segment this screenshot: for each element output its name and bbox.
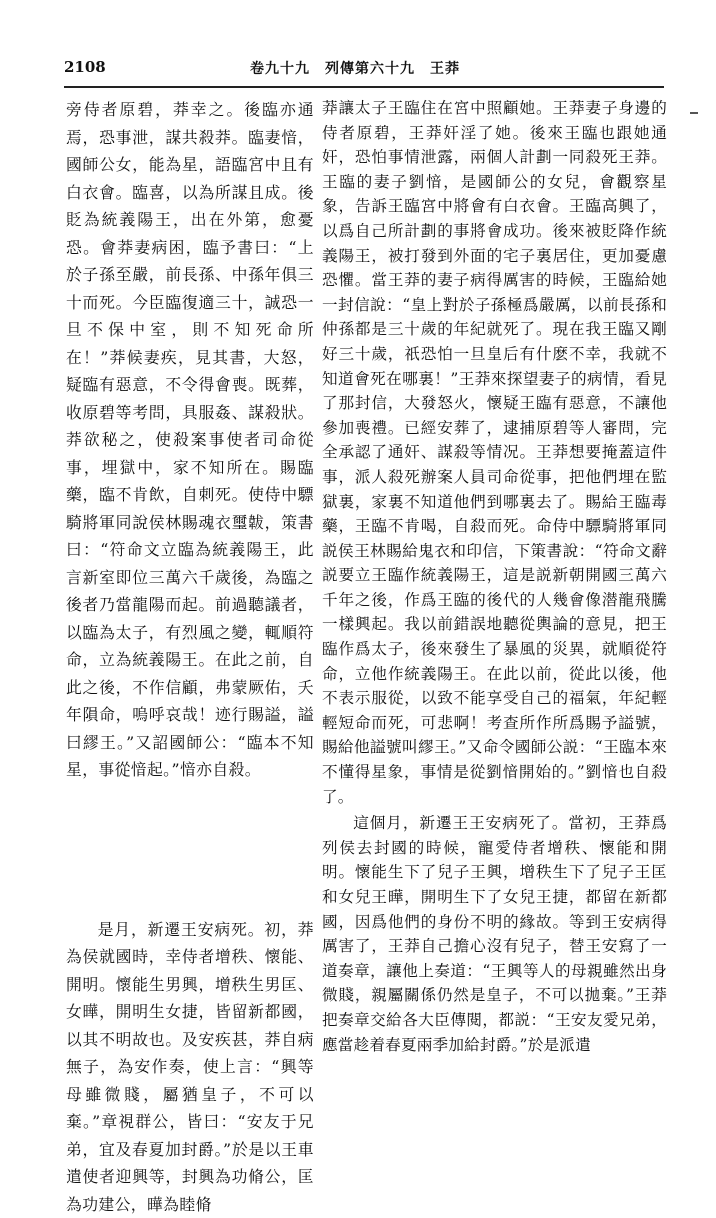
running-title: 卷九十九 列傳第六十九 王莽 bbox=[250, 58, 460, 78]
page-number: 2108 bbox=[64, 58, 106, 76]
classical-text-column bbox=[66, 96, 314, 1218]
page-header bbox=[64, 58, 664, 82]
modern-paragraph-2: 這個月，新遷王王安病死了。當初，王莽爲列侯去封國的時候，寵愛侍者增秩、懷能和開明。懷能生下了兒子王興，增秩生下了兒子王匡和女兒王曄，開明生下了女兒王捷，都留在新都國，因爲他們的身份不明的緣故。等到王安病得厲害了，王莽自己擔心沒有兒子，替王安寫了一道奏章，讓他上奏道：“王興等人的母親雖然出身微賤，親屬關係仍然是皇子，不可以拋棄。”王莽把奏章交給各大臣傳閱，都説：“王安友愛兄弟，應當趁着春夏兩季加給封爵。”於是派遣 bbox=[322, 811, 667, 1057]
classical-paragraph-2: 是月，新遷王安病死。初，莽為侯就國時，幸侍者增秩、懷能、開明。懷能生男興，增秩生男匡、女曄，開明生女捷，皆留新都國，以其不明故也。及安疾甚，莽自病無子，為安作奏，使上言：“興等母雖微賤，屬猶皇子，不可以棄。”章視群公，皆曰：“安友于兄弟，宜及春夏加封爵。”於是以王車遣使者迎興等，封興為功脩公，匡為功建公，曄為睦脩 bbox=[66, 916, 314, 1218]
margin-mark bbox=[690, 112, 698, 114]
header-rule bbox=[64, 86, 664, 88]
modern-paragraph-1: 莽讓太子王臨住在宮中照顧她。王莽妻子身邊的侍者原碧，王莽奸淫了她。後來王臨也跟她通奸，恐怕事情泄露，兩個人計劃一同殺死王莽。王臨的妻子劉愔，是國師公的女兒，會觀察星象，告訴王臨宮中將會有白衣會。王臨高興了，以爲自己所計劃的事將會成功。後來被貶降作統義陽王，被打發到外面的宅子裏居住，更加憂慮恐懼。當王莽的妻子病得厲害的時候，王臨給她一封信說：“皇上對於子孫極爲嚴厲，以前長孫和仲孫都是三十歲的年紀就死了。現在我王臨又剛好三十歲，祇恐怕一旦皇后有什麽不幸，我就不知道會死在哪裏！”王莽來探望妻子的病情，看見了那封信，大發怒火，懷疑王臨有惡意，不讓他參加喪禮。已經安葬了，逮捕原碧等人審問，完全承認了通奸、謀殺等情况。王莽想要掩蓋這件事，派人殺死辦案人員司命從事，把他們埋在監獄裏，家裏不知道他們到哪裏去了。賜給王臨毒藥，王臨不肯喝，自殺而死。命侍中驃騎將軍同説侯王林賜給鬼衣和印信，下策書說：“符命文辭説要立王臨作統義陽王，這是説新朝開國三萬六千年之後，作爲王臨的後代的人幾會像潜龍飛騰一樣興起。我以前錯誤地聽從輿論的意見，把王臨作爲太子，後來發生了暴風的災異，就順從符命，立他作統義陽王。在此以前，從此以後，他不表示服從，以致不能享受自己的福氣，年紀輕輕短命而死，可悲啊！考查所作所爲賜予謚號，賜給他謚號叫繆王。”又命令國師公説：“王臨本來不懂得星象，事情是從劉愔開始的。”劉愔也自殺了。 bbox=[322, 96, 667, 809]
classical-paragraph-1: 旁侍者原碧，莽幸之。後臨亦通焉，恐事泄，謀共殺莽。臨妻愔，國師公女，能為星，語臨宮中且有白衣會。臨喜，以為所謀且成。後貶為統義陽王，出在外第，愈憂恐。會莽妻病困，臨予書曰：“上於子孫至嚴，前長孫、中孫年俱三十而死。今臣臨復適三十，誠恐一旦不保中室，則不知死命所在！”莽候妻疾，見其書，大怒，疑臨有惡意，不令得會喪。既葬，收原碧等考問，具服姦、謀殺狀。莽欲秘之，使殺案事使者司命從事，埋獄中，家不知所在。賜臨藥，臨不肯飲，自刺死。使侍中驃騎將軍同說侯林賜魂衣璽韍，策書曰：“符命文立臨為統義陽王，此言新室即位三萬六千歲後，為臨之後者乃當龍陽而起。前過聽議者，以臨為太子，有烈風之變，輒順符命，立為統義陽王。在此之前，自此之後，不作信顧，弗蒙厥佑，夭年隕命，嗚呼哀哉！迹行賜謚，謚曰繆王。”又詔國師公：“臨本不知星，事從愔起。”愔亦自殺。 bbox=[66, 96, 314, 784]
modern-translation-column bbox=[322, 96, 667, 1057]
